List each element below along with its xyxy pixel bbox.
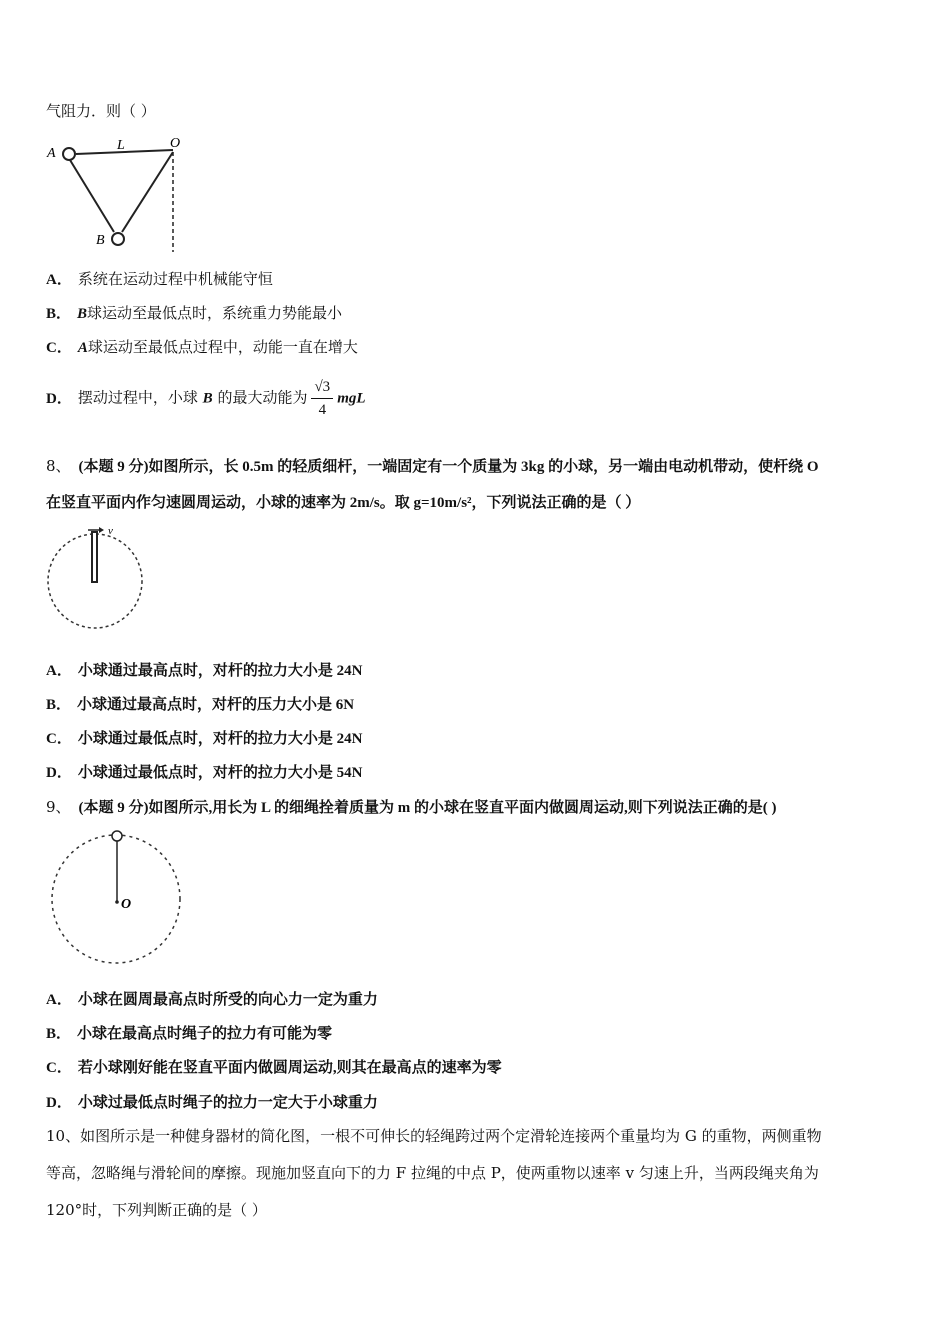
question-number: 8、 [46,457,71,475]
q8-figure [46,524,146,634]
q10-stem-line2: 等高，忽略绳与滑轮间的摩擦。现施加竖直向下的力 F 拉绳的中点 P，使两重物以速率 v 匀速上升，当两段绳夹角为 [46,1164,819,1182]
ball-A [63,148,75,160]
option-letter: D． [46,765,72,781]
option-letter: C． [46,731,72,747]
q10-stem-line3: 120°时，下列判断正确的是（ ） [46,1201,267,1219]
q7-option-d[interactable] [46,376,366,421]
option-text: 小球在圆周最高点时所受的向心力一定为重力 [77,992,378,1008]
option-text: 小球通过最高点时，对杆的拉力大小是 24N [77,663,363,679]
q8-option-a[interactable] [46,660,362,681]
label-O: O [121,897,132,912]
option-letter: B． [46,1026,72,1042]
option-text: 球运动至最低点过程中，动能一直在增大 [87,338,358,356]
q8-stem-line2: 在竖直平面内作匀速圆周运动，小球的速率为 2m/s。取 g=10m/s²，下列说法正确的是（ ） [46,495,641,511]
option-text: 小球在最高点时绳子的拉力有可能为零 [77,1026,333,1042]
label-A: A [47,146,56,161]
option-var: A [77,340,88,356]
question-text: 如图所示是一种健身器材的简化图，一根不可伸长的轻绳跨过两个定滑轮连接两个重量均为 G 的重物，两侧重物 [80,1127,822,1145]
q8-option-c[interactable] [46,728,362,749]
option-text: 系统在运动过程中机械能守恒 [77,270,273,288]
q9-figure [50,828,190,968]
center-point [115,900,119,904]
q8-option-b[interactable] [46,694,354,715]
label-L: L [117,138,125,153]
fraction-numerator: √3 [311,376,333,399]
option-letter: D． [46,390,72,407]
option-text: 小球通过最低点时，对杆的拉力大小是 24N [77,731,363,747]
q9-option-b[interactable] [46,1023,332,1044]
label-v: v [108,525,113,537]
option-text: 小球通过最高点时，对杆的压力大小是 6N [77,697,355,713]
option-letter: A． [46,992,72,1008]
option-text: 球运动至最低点时，系统重力势能最小 [87,304,343,322]
option-letter: B． [46,697,72,713]
option-letter: A． [46,272,72,288]
option-text: 小球通过最低点时，对杆的拉力大小是 54N [77,765,363,781]
q9-option-d[interactable] [46,1092,378,1113]
rod-AB [70,160,114,232]
q8-stem-line1 [46,456,819,477]
q7-option-a[interactable] [46,269,273,290]
option-text-pre: 摆动过程中，小球 [77,388,198,407]
dashed-circle [52,835,180,963]
q7-option-c[interactable] [46,337,358,358]
option-var: B [202,390,213,407]
q8-option-d[interactable] [46,762,362,783]
question-text: (本题 9 分)如图所示，长 0.5m 的轻质细杆，一端固定有一个质量为 3kg 的小球，另一端由电动机带动，使杆绕 O [78,459,819,475]
fraction [311,376,333,421]
q9-option-a[interactable] [46,989,378,1010]
option-formula: mgL [337,390,366,407]
option-letter: A． [46,663,72,679]
question-number: 10、 [46,1127,81,1145]
option-text: 小球过最低点时绳子的拉力一定大于小球重力 [77,1095,378,1111]
option-letter: B． [46,306,72,322]
option-letter: C． [46,340,72,356]
question-number: 9、 [46,798,71,816]
fraction-denominator: 4 [318,402,327,418]
q7-stem-tail: 气阻力．则（ ） [46,102,156,120]
ball-B [112,233,124,245]
label-O: O [170,136,181,151]
option-letter: C． [46,1060,72,1076]
option-text-mid: 的最大动能为 [217,388,308,407]
option-letter: D． [46,1095,72,1111]
option-var: B [77,306,88,322]
ball [112,831,122,841]
rod [92,532,97,582]
q9-stem-line1 [46,797,776,818]
q7-figure [44,132,194,254]
option-text: 若小球刚好能在竖直平面内做圆周运动,则其在最高点的速率为零 [77,1060,502,1076]
q10-stem-line1 [46,1126,822,1146]
q7-option-b[interactable] [46,303,342,324]
arrow-head-icon [99,527,104,533]
rod-OB [122,152,173,232]
question-text: (本题 9 分)如图所示,用长为 L 的细绳拴着质量为 m 的小球在竖直平面内做圆周运动,则下列说法正确的是( ) [78,800,777,816]
q9-option-c[interactable] [46,1057,502,1078]
label-B: B [96,233,105,248]
